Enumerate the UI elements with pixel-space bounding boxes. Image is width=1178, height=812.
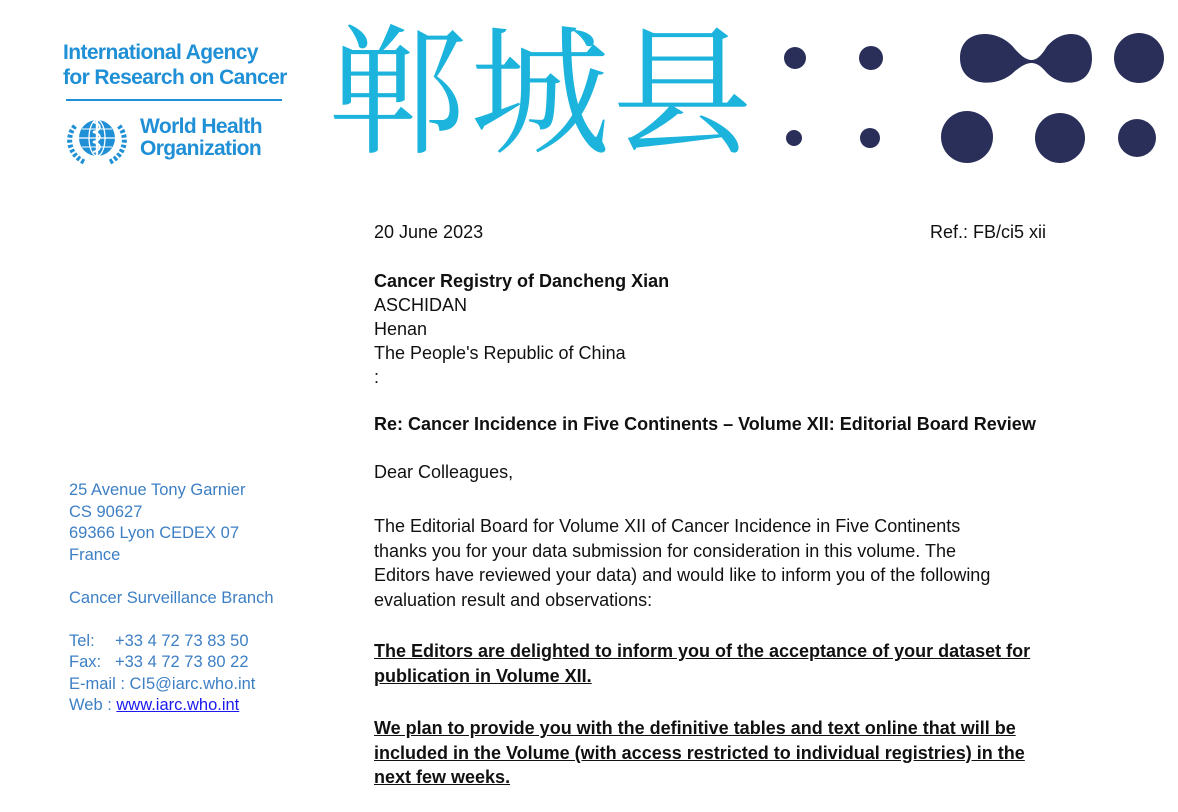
fax-row [69,652,274,674]
paragraph-line: Editors have reviewed your data) and would like to inform you of the following [374,565,991,585]
iarc-logo [63,40,293,90]
fax-number: +33 4 72 73 80 22 [115,653,249,671]
next-steps-notice [374,716,1094,790]
who-wordmark-line2: Organization [140,137,262,160]
paragraph-line: next few weeks. [374,767,511,787]
who-wordmark-line1: World Health [140,115,262,138]
paragraph-line: included in the Volume (with access restricted to individual registries) in the [374,742,1025,763]
fax-label: Fax: [69,653,102,671]
paragraph-line: The Editors are delighted to inform you of the acceptance of your dataset for [374,641,1031,661]
recipient-name: Cancer Registry of Dancheng Xian [374,271,670,291]
acceptance-notice [374,639,1094,688]
email-line: E-mail : CI5@iarc.who.int [69,674,256,693]
who-wordmark [140,116,262,160]
org-name-line1: International Agency [63,41,258,64]
paragraph-line: publication in Volume XII. [374,665,592,686]
recipient-address [374,269,669,389]
address-line: CS 90627 [69,502,143,521]
recipient-line: The People's Republic of China [374,343,626,363]
letter-salutation: Dear Colleagues, [374,462,514,482]
letter-date: 20 June 2023 [374,222,484,242]
website-link[interactable]: www.iarc.who.int [116,696,240,714]
registry-chinese-name: 郸城县 [328,13,755,176]
logo-divider [66,99,282,101]
paragraph-line: evaluation result and observations: [374,589,653,610]
web-row [69,695,274,717]
letter-reference: Ref.: FB/ci5 xii [930,222,1047,242]
address-line: France [69,545,121,564]
recipient-line: ASCHIDAN [374,295,468,315]
spacer [69,609,274,631]
phone-number: +33 4 72 73 83 50 [115,631,249,650]
recipient-line: Henan [374,319,428,339]
branch-name: Cancer Surveillance Branch [69,588,274,607]
address-line: 25 Avenue Tony Garnier [69,481,246,499]
web-label: Web : [69,696,117,714]
phone-row [69,631,274,653]
address-line: 69366 Lyon CEDEX 07 [69,524,240,542]
paragraph-line: thanks you for your data submission for consideration in this volume. The [374,540,956,561]
contact-sidebar [69,480,274,717]
paragraph-line: We plan to provide you with the definitive tables and text online that will be [374,718,1016,738]
org-name-line2: for Research on Cancer [63,66,287,89]
phone-label: Tel: [69,631,95,650]
decorative-dots-logo [770,20,1170,180]
recipient-line: : [374,367,380,387]
who-emblem-icon [62,108,132,168]
letter-subject: Re: Cancer Incidence in Five Continents – Volume XII: Editorial Board Review [374,414,1036,434]
paragraph-line: The Editorial Board for Volume XII of Cancer Incidence in Five Continents [374,516,961,536]
spacer [69,566,274,588]
body-paragraph [374,514,1074,612]
